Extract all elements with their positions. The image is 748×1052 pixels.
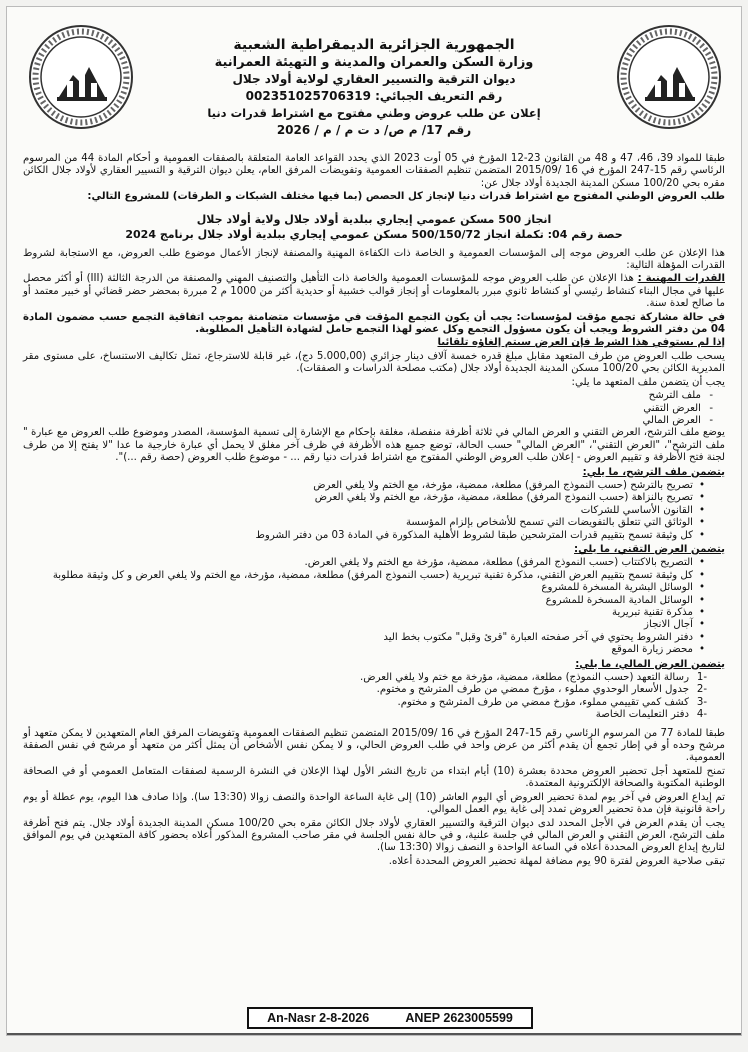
list-item: - العرض المالي bbox=[23, 415, 713, 427]
office-name: ديوان الترقية والتسيير العقاري لولاية أولاد جلال bbox=[232, 72, 516, 86]
notice-reference: رقم 17/ م ص/ د ت م / م / 2026 bbox=[276, 123, 472, 137]
opgi-logo-left bbox=[27, 23, 135, 131]
preparation-period-paragraph: تمنح للمتعهد أجل تحضير العروض محددة بعشرة (10) أيام ابتداء من تاريخ النشر الأول لهذا الإعلان في النشرة الرسمية لصفقات المتعامل العمومي أو في الصحافة الوطنية المكتوبة والصحافة الإلكترونية المعتمدة. bbox=[23, 765, 725, 790]
list-item: • تصريح بالترشح (حسب النموذج المرفق) مطلعة، ممضية، مؤرخة، مع الختم ولا يلغي العرض bbox=[23, 480, 707, 492]
list-item bbox=[23, 684, 707, 696]
candidacy-list bbox=[23, 480, 725, 542]
list-item: • التصريح بالاكتتاب (حسب النموذج المرفق) مطلعة، ممضية، مؤرخة مع الختم ولا يلغي العرض. bbox=[23, 557, 707, 569]
bottom-divider bbox=[7, 1033, 741, 1035]
opgi-logo-right bbox=[615, 23, 723, 131]
list-item: • آجال الانجاز bbox=[23, 619, 707, 631]
notice-title: إعلان عن طلب عروض وطني مفتوح مع اشتراط قدرات دنيا bbox=[207, 106, 541, 120]
list-item: • القانون الأساسي للشركات bbox=[23, 505, 707, 517]
newspaper-date: An-Nasr 2-8-2026 bbox=[267, 1011, 370, 1025]
list-item: • مذكرة تقنية تبريرية bbox=[23, 607, 707, 619]
list-item: - العرض التقني bbox=[23, 403, 713, 415]
document-page bbox=[6, 6, 742, 1036]
tax-id: رقم التعريف الجبائي: 002351025706319 bbox=[245, 89, 503, 103]
list-item: • دفتر الشروط يحتوي في آخر صفحته العبارة "قرئ وقبل" مكتوب بخط اليد bbox=[23, 632, 707, 644]
list-item bbox=[23, 697, 707, 709]
capacities-paragraph bbox=[23, 273, 725, 310]
list-item: • الوثائق التي تتعلق بالتفويضات التي تسمح للأشخاص بإلزام المؤسسة bbox=[23, 517, 707, 529]
ministry-name: وزارة السكن والعمران والمدينة و التهيئة العمرانية bbox=[214, 55, 534, 70]
project-title bbox=[23, 212, 725, 242]
list-item bbox=[23, 709, 707, 721]
item-number: -2 bbox=[696, 684, 707, 696]
list-item: • الوسائل البشرية المسخرة للمشروع bbox=[23, 582, 707, 594]
tender-subject: طلب العروض الوطني المفتوح مع اشتراط قدرات دنيا لإنجاز كل الحصص (بما فيها مختلف الشبكات و الطرقات) للمشروع التالي: bbox=[87, 191, 725, 203]
publication-footer bbox=[247, 1007, 533, 1029]
item-text: دفتر التعليمات الخاصة bbox=[595, 709, 689, 721]
list-item bbox=[23, 672, 707, 684]
file-contents-intro: يجب أن يتضمن ملف المتعهد ما يلي: bbox=[571, 376, 725, 388]
item-number: -3 bbox=[696, 696, 707, 708]
republic-name: الجمهورية الجزائرية الديمقراطية الشعبية bbox=[233, 37, 515, 53]
project-line-2: حصة رقم 04: تكملة انجاز 500/150/72 مسكن عمومي إيجاري ببلدية أولاد جلال برنامج 2024 bbox=[125, 227, 623, 241]
capacities-text: هذا الإعلان عن طلب العروض موجه للمؤسسات العمومية والخاصة ذات التأهيل والتصنيف المهني والمصنفة من الدرجة الثالثة (III) أو أكثر محصل عليها في مجال البناء كنشاط رئيسي أو كنشاط ثانوي مبرر بالمعلومات أو إنجاز قوالب خشبية أو حديدية أكثر من 1000 م 2 مبررة بمحضر حضر قضائي أو خبير معتمد أو ما صالح لعدة سنة. bbox=[23, 273, 725, 310]
project-line-1: انجاز 500 مسكن عمومي إيجاري ببلدية أولاد جلال ولاية أولاد جلال bbox=[196, 212, 552, 226]
withdrawal-paragraph: يسحب طلب العروض من طرف المتعهد مقابل مبلغ قدره خمسة آلاف دينار جزائري (5.000,00 دج)، غير قابلة للاسترجاع، تمثل تكاليف الاستنساخ، على مستوى مقر المديرية الكائن بحي 100/20 مسكن المدينة الجديدة أولاد جلال (مكتب مصلحة الدراسات و الصفقات). bbox=[23, 350, 725, 375]
capacities-label: القدرات المهنية : bbox=[637, 273, 725, 285]
item-text: كشف كمي تقييمي مملوء، مؤرخ ممضي من طرف المترشح و مختوم. bbox=[397, 696, 689, 708]
validity-paragraph: تبقى صلاحية العروض لفترة 90 يوم مضافة لمهلة تحضير العروض المحددة أعلاه. bbox=[388, 855, 725, 867]
single-bid-paragraph: طبقا للمادة 77 من المرسوم الرئاسي رقم 15-247 المؤرخ في 16 /2015/09 المتضمن تنظيم الصفقات العمومية وتفويضات المرفق العام المتعهدين لا يمكن متعهد أو مرشح وحده أو في إطار تجمع أن يقدم أكثر من عرض واحد في طلب العروض الحالي، و لا يمكن نفس الأشخاص أن يمثل أكثر من متعهد أو مرشح في نفس الصفقة العمومية. bbox=[23, 727, 726, 764]
candidacy-heading: يتضمن ملف الترشح، ما يلي: bbox=[582, 466, 725, 478]
financial-list bbox=[23, 672, 725, 722]
intro-paragraph: طبقا للمواد 39، 46، 47 و 48 من القانون 23-12 المؤرخ في 05 أوت 2023 الذي يحدد القواعد العامة المتعلقة بالصفقات العمومية و أحكام المادة 44 من المرسوم الرئاسي رقم 15-247 المؤرخ في 16 /2015/09 المتضمن تنظيم الصفقات العمومية وتفويضات المرفق العام، يعلن ديوان الترقية و التسيير العقاري لأولاد جلال الكائن مقره بحي 100/20 مسكن المدينة الجديدة أولاد جلال عن: bbox=[23, 153, 725, 189]
list-item: • محضر زيارة الموقع bbox=[23, 644, 707, 656]
opening-paragraph: يجب أن يقدم العرض في الأجل المحدد لدى ديوان الترقية والتسيير العقاري لأولاد جلال الكائن مقره بحي 100/20 مسكن المدينة الجديدة أولاد جلال. يتم فتح أظرفة ملف الترشح، العرض التقني و العرض المالي في جلسة علنية، و في حالة نفس الجلسة في مقر صاحب المشروع المذكور أعلاه بحضور كافة المتعهدين في يوم الموافق لتاريخ إيداع العروض المحددة أعلاه في الساعة الواحدة و النصف زوالا (13:30 سا). bbox=[23, 817, 725, 854]
item-text: جدول الأسعار الوحدوي مملوء ، مؤرخ ممضي من طرف المترشح و مختوم. bbox=[376, 684, 689, 696]
envelopes-paragraph: يوضع ملف الترشح، العرض التقني و العرض المالي في ثلاثة أظرفة منفصلة، مغلقة بإحكام مع الإشارة إلى تسمية المؤسسة، المصدر وموضوع طلب العروض مع عبارة " ملف الترشح"، "العرض التقني"، "العرض المالي" حسب الحالة، توضع جميع هذه الأظرفة في ظرف آخر مغلق لا يحمل أي عبارة خارجية ما عدا "لا يفتح إلا من طرف لجنة فتح الأظرفة و تقييم العروض - إعلان طلب العروض الوطني المفتوح مع اشتراط قدرات دنيا رقم ... - موضوع طلب العروض (حصة رقم ...)". bbox=[23, 427, 725, 464]
list-item: • كل وثيقة تسمح بتقييم العرض التقني، مذكرة تقنية تبريرية (حسب النموذج المرفق) مطلعة، ممضية، مؤرخة، مع الختم ولا يلغي العرض و كل وثيقة مطلوبة bbox=[23, 570, 707, 582]
document-body bbox=[23, 153, 725, 869]
eligibility-intro: هذا الإعلان عن طلب العروض موجه إلى المؤسسات العمومية و الخاصة ذات الكفاءة المهنية والمصنفة لإنجاز الأعمال موضوع طلب العروض، مع الاستجابة لشروط القدرات المؤهلة التالية: bbox=[23, 247, 725, 272]
technical-list bbox=[23, 557, 725, 656]
list-item: • تصريح بالنزاهة (حسب النموذج المرفق) مطلعة، ممضية، مؤرخة، مع الختم ولا يلغي العرض bbox=[23, 492, 707, 504]
exclusion-note: إذا لم يستوفي هذا الشرط فإن العرض سيتم إلغاؤه تلقائيا bbox=[437, 337, 725, 349]
list-item: • كل وثيقة تسمح بتقييم قدرات المترشحين طبقا لشروط الأهلية المذكورة في المادة 03 من دفتر الشروط bbox=[23, 530, 707, 542]
document-header bbox=[147, 37, 601, 139]
technical-heading: يتضمن العرض التقني، ما يلي: bbox=[574, 543, 725, 555]
item-text: رسالة التعهد (حسب النموذج) مطلعة، ممضية، مؤرخة مع ختم ولا يلغي العرض. bbox=[360, 672, 689, 684]
group-condition: في حالة مشاركة تجمع مؤقت لمؤسسات: يجب أن يكون التجمع المؤقت في مؤسسات متضامنة بموجب اتفاقية التجمع حسب مضمون المادة 04 من دفتر الشروط ويجب أن يكون مسؤول التجمع وكل عضو لهذا التجمع حامل لشهادة التأهيل المطلوبة. bbox=[23, 311, 725, 336]
anep-number: ANEP 2623005599 bbox=[405, 1011, 513, 1025]
financial-heading: يتضمن العرض المالي، ما يلي: bbox=[575, 658, 725, 670]
item-number: -4 bbox=[696, 709, 707, 721]
list-item: - ملف الترشح bbox=[23, 390, 713, 402]
item-number: -1 bbox=[696, 672, 707, 684]
list-item: • الوسائل المادية المسخرة للمشروع bbox=[23, 595, 707, 607]
file-contents-list bbox=[23, 390, 725, 427]
deposit-paragraph: تم إيداع العروض في آخر يوم لمدة تحضير العروض أي اليوم العاشر (10) إلى غاية الساعة الواحدة والنصف زوالا (13:30 سا). وإذا صادف هذا اليوم، يوم عطلة أو يوم راحة قانونية فإن مدة تحضير العروض تمدد إلى غاية يوم العمل الموالي. bbox=[23, 791, 725, 816]
